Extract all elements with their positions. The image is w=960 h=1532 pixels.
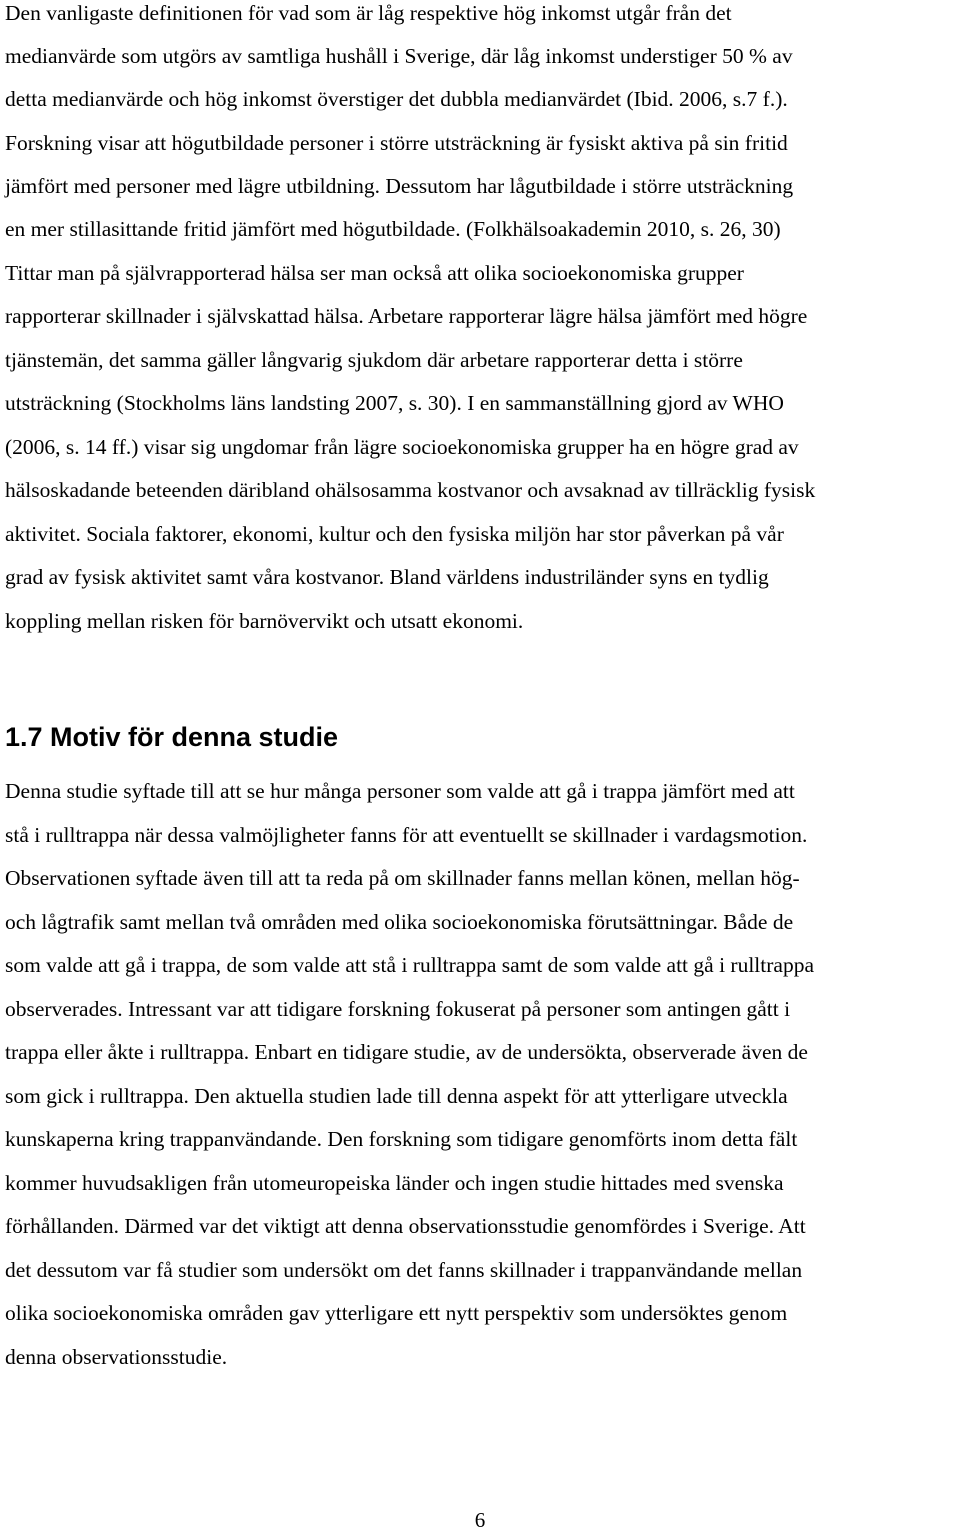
text-line: olika socioekonomiska områden gav ytterligare ett nytt perspektiv som undersöktes genom [5,1301,788,1325]
text-line: tjänstemän, det samma gäller långvarig sjukdom där arbetare rapporterar detta i större [5,348,743,372]
text-line: Den vanligaste definitionen för vad som är låg respektive hög inkomst utgår från det [5,1,732,25]
text-line: Tittar man på självrapporterad hälsa ser man också att olika socioekonomiska grupper [5,261,744,285]
text-line: medianvärde som utgörs av samtliga hushåll i Sverige, där låg inkomst understiger 50 % av [5,44,793,68]
text-line: koppling mellan risken för barnövervikt och utsatt ekonomi. [5,609,524,633]
section-heading: 1.7 Motiv för denna studie [5,722,339,752]
text-line: Observationen syftade även till att ta reda på om skillnader fanns mellan könen, mellan hög- [5,866,800,890]
text-line: kommer huvudsakligen från utomeuropeiska länder och ingen studie hittades med svenska [5,1171,784,1195]
text-line: detta medianvärde och hög inkomst överstiger det dubbla medianvärdet (Ibid. 2006, s.7 f.). [5,87,788,111]
text-line: hälsoskadande beteenden däribland ohälsosamma kostvanor och avsaknad av tillräcklig fysisk [5,478,816,502]
text-line: rapporterar skillnader i självskattad hälsa. Arbetare rapporterar lägre hälsa jämfört med högre [5,304,808,328]
text-line: en mer stillasittande fritid jämfört med högutbildade. (Folkhälsoakademin 2010, s. 26, 30) [5,217,781,241]
text-line: och lågtrafik samt mellan två områden med olika socioekonomiska förutsättningar. Både de [5,910,794,934]
text-line: (2006, s. 14 ff.) visar sig ungdomar från lägre socioekonomiska grupper ha en högre grad av [5,435,799,459]
text-line: observerades. Intressant var att tidigare forskning fokuserat på personer som antingen gått i [5,997,791,1021]
text-line: det dessutom var få studier som undersökt om det fanns skillnader i trappanvändande mellan [5,1258,803,1282]
text-line: utsträckning (Stockholms läns landsting 2007, s. 30). I en sammanställning gjord av WHO [5,391,784,415]
text-line: grad av fysisk aktivitet samt våra kostvanor. Bland världens industriländer syns en tydlig [5,565,769,589]
text-line: kunskaperna kring trappanvändande. Den forskning som tidigare genomförts inom detta fält [5,1127,798,1151]
page-number: 6 [474,1508,486,1532]
text-line: jämfört med personer med lägre utbildning. Dessutom har lågutbildade i större utsträckning [5,174,794,198]
text-line: aktivitet. Sociala faktorer, ekonomi, kultur och den fysiska miljön har stor påverkan på vår [5,522,784,546]
text-line: Forskning visar att högutbildade personer i större utsträckning är fysiskt aktiva på sin fritid [5,131,788,155]
text-line: Denna studie syftade till att se hur många personer som valde att gå i trappa jämfört med att [5,779,795,803]
text-line: förhållanden. Därmed var det viktigt att denna observationsstudie genomfördes i Sverige. Att [5,1214,806,1238]
text-line: denna observationsstudie. [5,1345,228,1369]
text-line: som gick i rulltrappa. Den aktuella studien lade till denna aspekt för att ytterligare utveckla [5,1084,788,1108]
text-line: trappa eller åkte i rulltrappa. Enbart en tidigare studie, av de undersökta, observerade även de [5,1040,808,1064]
text-line: som valde att gå i trappa, de som valde att stå i rulltrappa samt de som valde att gå i rulltrappa [5,953,814,977]
text-line: stå i rulltrappa när dessa valmöjligheter fanns för att eventuellt se skillnader i vardagsmotion. [5,823,808,847]
